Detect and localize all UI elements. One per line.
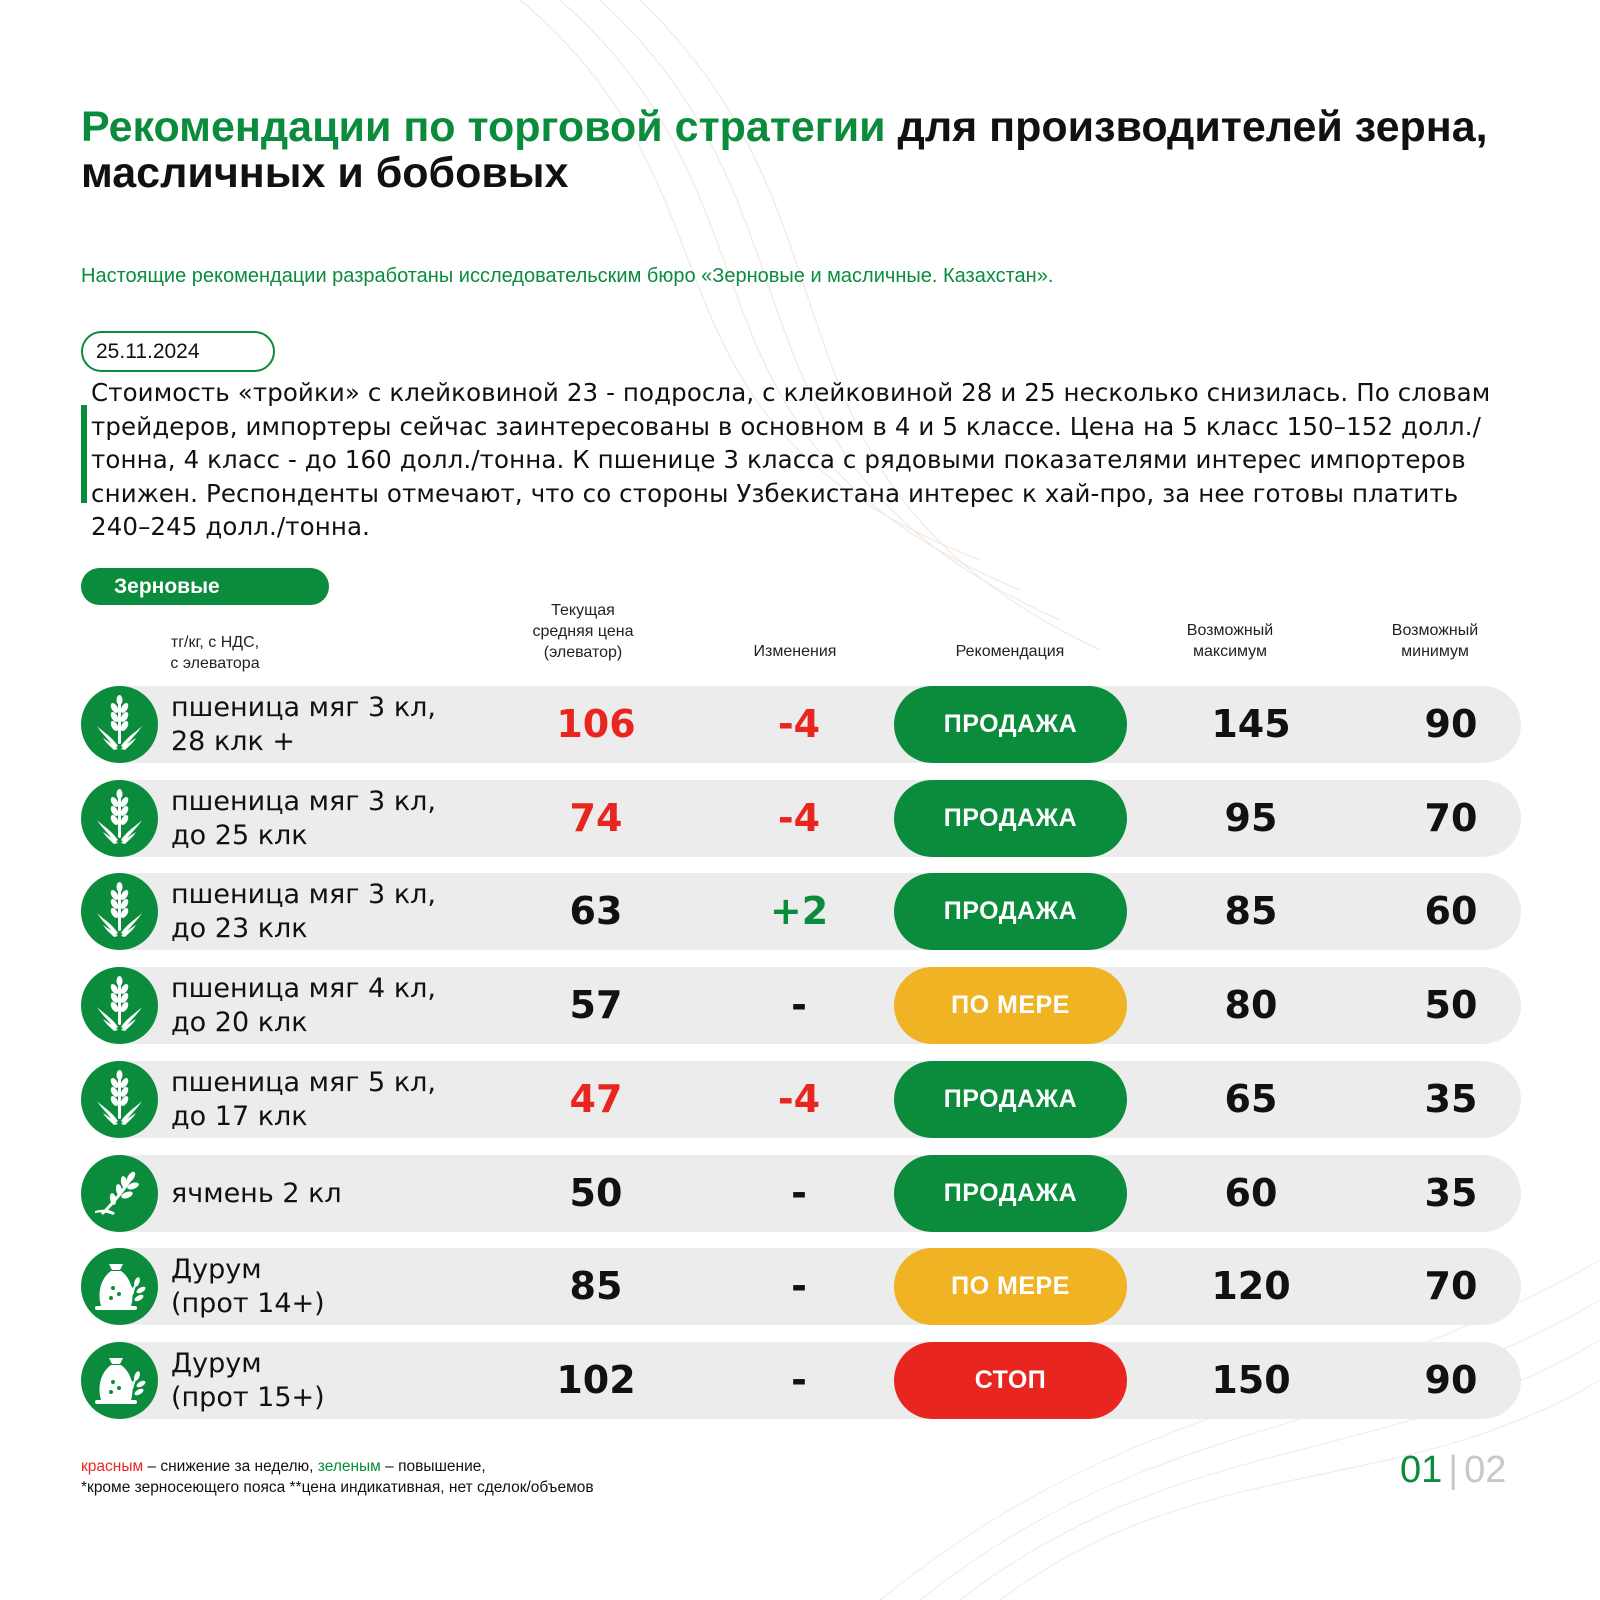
date-badge: 25.11.2024: [81, 331, 275, 372]
crop-name: ячмень 2 кл: [171, 1177, 342, 1209]
possible-max: 95: [1224, 796, 1278, 840]
possible-max: 85: [1224, 889, 1278, 933]
page-next: 02: [1464, 1449, 1507, 1491]
page-title-accent: Рекомендации по торговой стратегии: [81, 103, 886, 151]
recommendation-badge: ПО МЕРЕ: [894, 967, 1127, 1044]
section-label: Зерновые: [81, 568, 329, 605]
crop-name: Дурум (прот 15+): [171, 1347, 325, 1413]
table-row: [81, 1155, 1521, 1232]
recommendation-badge: СТОП: [894, 1342, 1127, 1419]
price-change: -: [791, 1264, 807, 1308]
grain-sack-icon: [81, 1342, 158, 1419]
wheat-icon: [81, 967, 158, 1044]
current-price: 85: [569, 1264, 623, 1308]
possible-max: 80: [1224, 983, 1278, 1027]
crop-name: пшеница мяг 3 кл, до 25 клк: [171, 785, 436, 851]
price-change: -4: [777, 1077, 821, 1121]
table-row: [81, 1061, 1521, 1138]
crop-name: пшеница мяг 3 кл, 28 клк +: [171, 691, 436, 757]
page-separator: |: [1448, 1449, 1459, 1491]
header-price: Текущая средняя цена (элеватор): [532, 602, 634, 661]
possible-min: 70: [1424, 1264, 1478, 1308]
possible-max: 120: [1211, 1264, 1291, 1308]
price-change: -: [791, 983, 807, 1027]
possible-max: 145: [1211, 702, 1291, 746]
crop-name: пшеница мяг 4 кл, до 20 клк: [171, 972, 436, 1038]
possible-min: 70: [1424, 796, 1478, 840]
recommendation-badge: ПРОДАЖА: [894, 1061, 1127, 1138]
barley-icon: [81, 1155, 158, 1232]
crop-name: пшеница мяг 5 кл, до 17 клк: [171, 1066, 436, 1132]
current-price: 74: [569, 796, 623, 840]
header-recommendation: Рекомендация: [955, 643, 1065, 660]
possible-min: 35: [1424, 1077, 1478, 1121]
page-title-rest: для производителей зерна, масличных и бобовых: [81, 103, 1488, 197]
subtitle: Настоящие рекомендации разработаны исследовательским бюро «Зерновые и масличные. Казахстан».: [81, 265, 1054, 287]
page-title: [81, 104, 1521, 196]
footnote-line: *кроме зерносеющего пояса **цена индикативная, нет сделок/объемов: [81, 1479, 594, 1496]
table-row: [81, 1248, 1521, 1325]
price-change: -4: [777, 796, 821, 840]
table-row: [81, 1342, 1521, 1419]
table-row: [81, 967, 1521, 1044]
current-price: 106: [556, 702, 636, 746]
legend-red-word: красным: [81, 1458, 144, 1475]
recommendation-badge: ПО МЕРЕ: [894, 1248, 1127, 1325]
legend-footnote: [81, 1456, 594, 1498]
table-row: [81, 686, 1521, 763]
possible-min: 50: [1424, 983, 1478, 1027]
legend-red-text: – снижение за неделю,: [143, 1458, 318, 1475]
current-price: 57: [569, 983, 623, 1027]
crop-name: Дурум (прот 14+): [171, 1253, 325, 1319]
recommendation-badge: ПРОДАЖА: [894, 1155, 1127, 1232]
possible-max: 60: [1224, 1171, 1278, 1215]
market-note: Стоимость «тройки» с клейковиной 23 - подросла, с клейковиной 28 и 25 несколько снизилась. По словам трейдеров, импортеры сейчас заинтересованы в основном в 4 и 5 классе. Цена на 5 класс 150–152 долл./тонна, 4 класс - до 160 долл./тонна. К пшенице 3 класса с рядовыми показателями интерес импортеров снижен. Респонденты отмечают, что со стороны Узбекистана интерес к хай-про, за нее готовы платить 240–245 долл./тонна.: [91, 378, 1491, 541]
legend-line: [81, 1456, 594, 1477]
current-price: 102: [556, 1358, 636, 1402]
price-change: -4: [777, 702, 821, 746]
possible-min: 60: [1424, 889, 1478, 933]
header-max: Возможный максимум: [1186, 622, 1274, 660]
wheat-icon: [81, 686, 158, 763]
recommendation-badge: ПРОДАЖА: [894, 780, 1127, 857]
price-change: +2: [769, 889, 829, 933]
possible-max: 150: [1211, 1358, 1291, 1402]
possible-min: 90: [1424, 702, 1478, 746]
page-current: 01: [1400, 1449, 1443, 1491]
price-change: -: [791, 1171, 807, 1215]
wheat-icon: [81, 1061, 158, 1138]
possible-min: 35: [1424, 1171, 1478, 1215]
grain-sack-icon: [81, 1248, 158, 1325]
current-price: 63: [569, 889, 623, 933]
table-row: [81, 873, 1521, 950]
header-change: Изменения: [753, 643, 837, 660]
legend-green-word: зеленым: [317, 1458, 381, 1475]
header-min: Возможный минимум: [1391, 622, 1479, 660]
crop-name: пшеница мяг 3 кл, до 23 клк: [171, 878, 436, 944]
page-indicator: [1400, 1448, 1506, 1492]
current-price: 50: [569, 1171, 623, 1215]
recommendation-badge: ПРОДАЖА: [894, 873, 1127, 950]
possible-max: 65: [1224, 1077, 1278, 1121]
wheat-icon: [81, 780, 158, 857]
legend-green-text: – повышение,: [380, 1458, 486, 1475]
table-row: [81, 780, 1521, 857]
header-unit: тг/кг, с НДС, с элеватора: [170, 634, 260, 672]
wheat-icon: [81, 873, 158, 950]
recommendation-badge: ПРОДАЖА: [894, 686, 1127, 763]
current-price: 47: [569, 1077, 623, 1121]
note-accent-bar: [81, 405, 87, 503]
possible-min: 90: [1424, 1358, 1478, 1402]
price-change: -: [791, 1358, 807, 1402]
